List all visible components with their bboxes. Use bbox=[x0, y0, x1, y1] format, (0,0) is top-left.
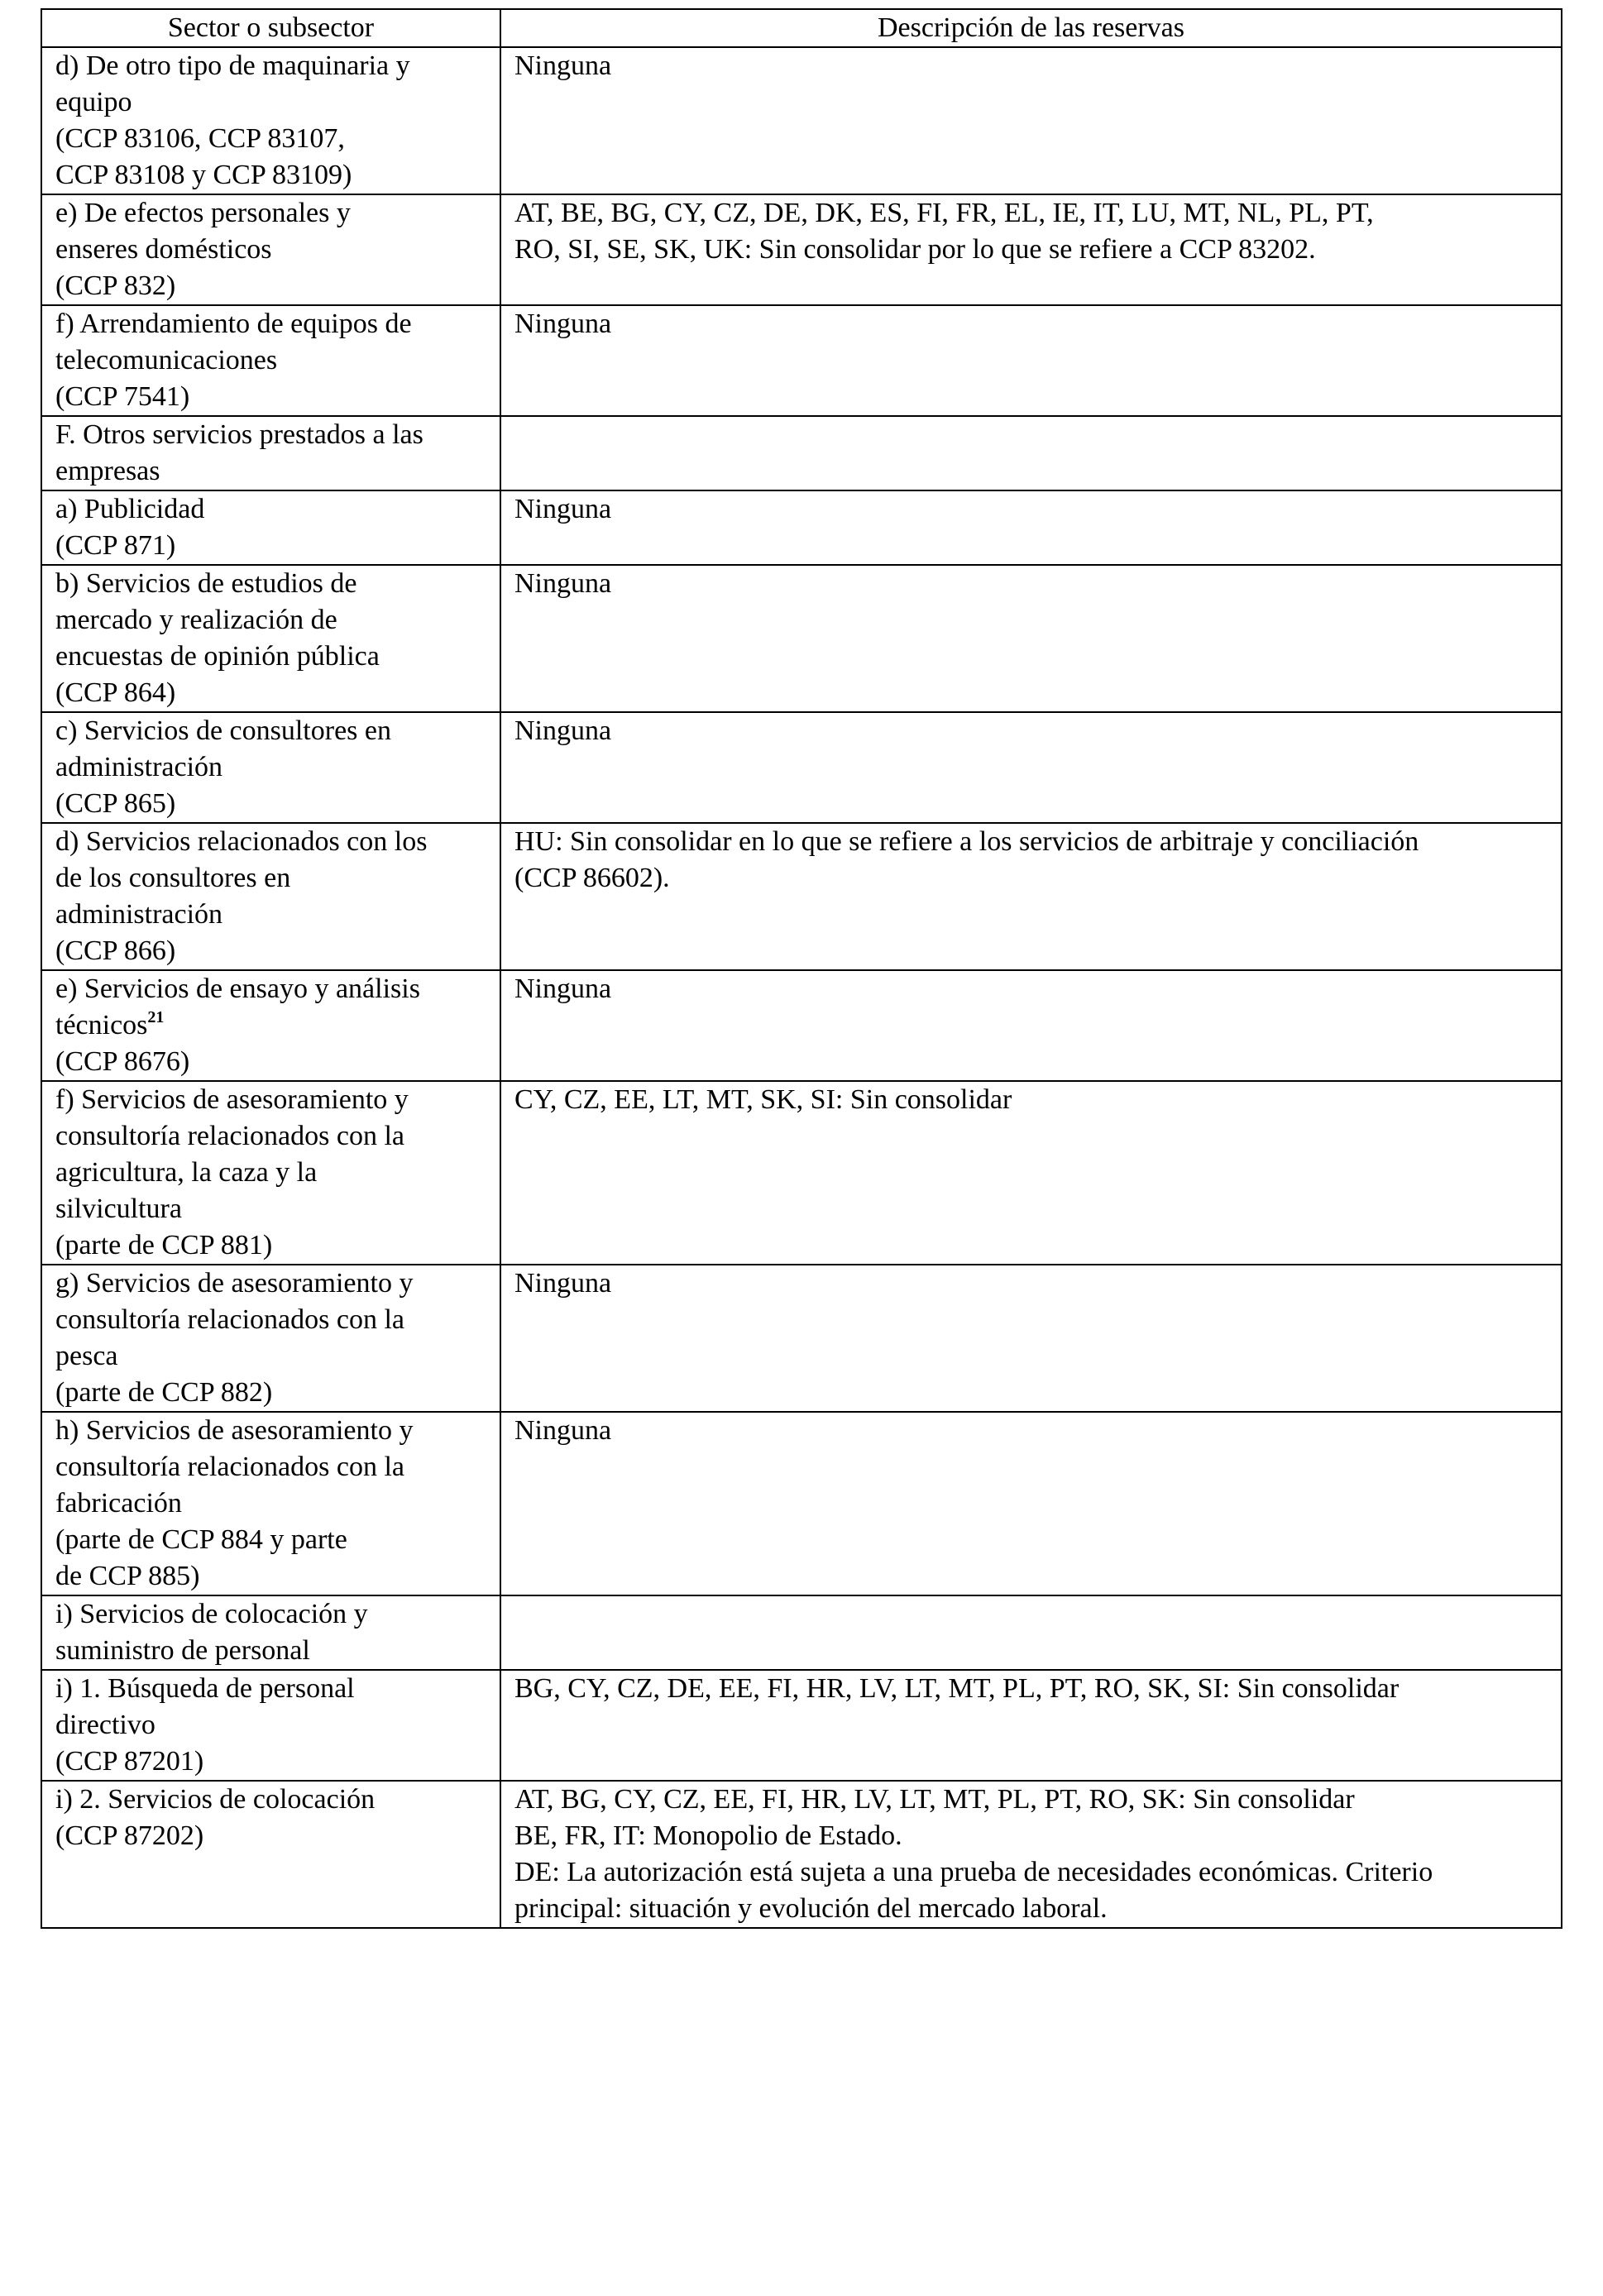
footnote-marker[interactable]: 21 bbox=[147, 1008, 165, 1026]
description-cell: Ninguna bbox=[500, 565, 1562, 712]
column-header-sector: Sector o subsector bbox=[41, 9, 500, 47]
column-header-description: Descripción de las reservas bbox=[500, 9, 1562, 47]
sector-cell: b) Servicios de estudios de mercado y realización de encuestas de opinión pública (CCP 864) bbox=[41, 565, 500, 712]
table-row bbox=[41, 194, 1562, 305]
table-row bbox=[41, 47, 1562, 194]
description-cell: Ninguna bbox=[500, 47, 1562, 194]
sector-line: (CCP 8676) bbox=[55, 1046, 190, 1077]
sector-cell: d) Servicios relacionados con los de los consultores en administración (CCP 866) bbox=[41, 823, 500, 970]
sector-cell: h) Servicios de asesoramiento y consultoría relacionados con la fabricación (parte de CCP 884 y parte de CCP 885) bbox=[41, 1412, 500, 1595]
table-row bbox=[41, 1412, 1562, 1595]
sector-cell: c) Servicios de consultores en administración (CCP 865) bbox=[41, 712, 500, 823]
table-row bbox=[41, 305, 1562, 416]
table-row bbox=[41, 1265, 1562, 1412]
sector-cell: f) Servicios de asesoramiento y consultoría relacionados con la agricultura, la caza y la silvicultura (parte de CCP 881) bbox=[41, 1081, 500, 1265]
description-cell: AT, BE, BG, CY, CZ, DE, DK, ES, FI, FR, EL, IE, IT, LU, MT, NL, PL, PT, RO, SI, SE, SK, UK: Sin consolidar por lo que se refiere a CCP 83202. bbox=[500, 194, 1562, 305]
table-header-row bbox=[41, 9, 1562, 47]
table-row bbox=[41, 565, 1562, 712]
sector-line: técnicos bbox=[55, 1010, 148, 1040]
sector-cell: i) 1. Búsqueda de personal directivo (CCP 87201) bbox=[41, 1670, 500, 1781]
sector-cell: a) Publicidad (CCP 871) bbox=[41, 490, 500, 565]
table-row bbox=[41, 1781, 1562, 1928]
sector-cell: g) Servicios de asesoramiento y consultoría relacionados con la pesca (parte de CCP 882) bbox=[41, 1265, 500, 1412]
reservations-table bbox=[41, 8, 1562, 1929]
table-row bbox=[41, 490, 1562, 565]
description-cell: Ninguna bbox=[500, 1412, 1562, 1595]
description-cell: Ninguna bbox=[500, 970, 1562, 1081]
table-row bbox=[41, 416, 1562, 490]
table-row bbox=[41, 1670, 1562, 1781]
description-cell: HU: Sin consolidar en lo que se refiere a los servicios de arbitraje y conciliación (CCP 86602). bbox=[500, 823, 1562, 970]
sector-line: e) Servicios de ensayo y análisis bbox=[55, 973, 420, 1004]
sector-cell: e) De efectos personales y enseres domésticos (CCP 832) bbox=[41, 194, 500, 305]
sector-cell bbox=[41, 970, 500, 1081]
description-cell: BG, CY, CZ, DE, EE, FI, HR, LV, LT, MT, PL, PT, RO, SK, SI: Sin consolidar bbox=[500, 1670, 1562, 1781]
description-cell: CY, CZ, EE, LT, MT, SK, SI: Sin consolidar bbox=[500, 1081, 1562, 1265]
sector-cell: d) De otro tipo de maquinaria y equipo (CCP 83106, CCP 83107, CCP 83108 y CCP 83109) bbox=[41, 47, 500, 194]
sector-cell: F. Otros servicios prestados a las empresas bbox=[41, 416, 500, 490]
sector-cell: f) Arrendamiento de equipos de telecomunicaciones (CCP 7541) bbox=[41, 305, 500, 416]
table-row bbox=[41, 1081, 1562, 1265]
description-cell: Ninguna bbox=[500, 490, 1562, 565]
description-cell bbox=[500, 416, 1562, 490]
table-row bbox=[41, 823, 1562, 970]
sector-cell: i) 2. Servicios de colocación (CCP 87202) bbox=[41, 1781, 500, 1928]
table-row bbox=[41, 712, 1562, 823]
table-row bbox=[41, 1595, 1562, 1670]
sector-cell: i) Servicios de colocación y suministro de personal bbox=[41, 1595, 500, 1670]
description-cell: AT, BG, CY, CZ, EE, FI, HR, LV, LT, MT, PL, PT, RO, SK: Sin consolidar BE, FR, IT: Monopolio de Estado. DE: La autorización está sujeta a una prueba de necesidades económicas. Criterio principal: situación y evolución del mercado laboral. bbox=[500, 1781, 1562, 1928]
description-cell bbox=[500, 1595, 1562, 1670]
description-cell: Ninguna bbox=[500, 712, 1562, 823]
table-row bbox=[41, 970, 1562, 1081]
description-cell: Ninguna bbox=[500, 305, 1562, 416]
description-cell: Ninguna bbox=[500, 1265, 1562, 1412]
